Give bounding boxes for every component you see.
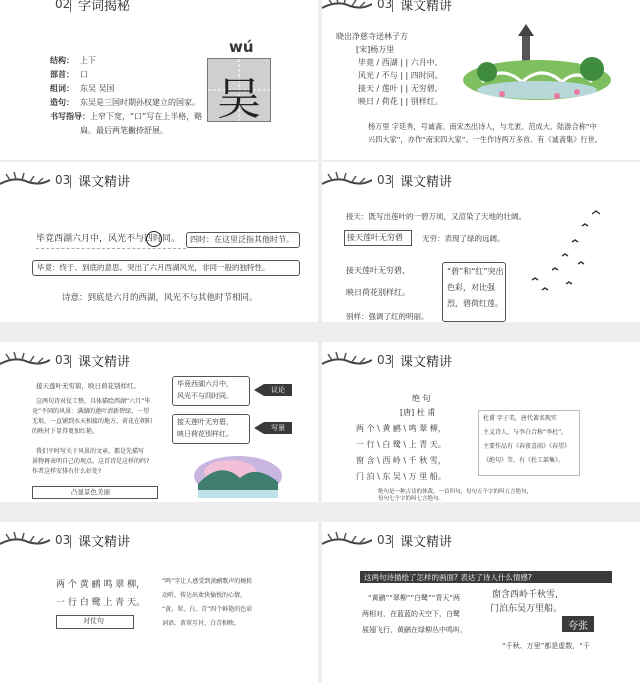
- verse-line: 毕竟西湖六月中，: [177, 380, 233, 388]
- question-text: 这两句诗描绘了怎样的画面? 表达了诗人什么情感?: [364, 573, 532, 582]
- divider: [392, 175, 393, 188]
- section-title: 课文精讲: [400, 355, 453, 370]
- genre-note: 每句七个字的叫七言绝句。: [378, 496, 445, 502]
- summary-box: [32, 486, 158, 499]
- tag-text: 写景: [271, 424, 285, 432]
- poem-line: 映日 / 荷花 | | 别样红。: [358, 97, 443, 106]
- tag-text: 议论: [271, 386, 285, 394]
- section-title: 课文精讲: [400, 535, 453, 550]
- divider: [70, 535, 71, 548]
- slide-structure-analysis[interactable]: [0, 342, 318, 502]
- poem-line: 接天莲叶无穷碧，映日荷花别样红。: [36, 382, 140, 390]
- tag-exaggeration: [562, 616, 594, 632]
- poem-line: 接天莲叶无穷碧，: [346, 266, 410, 275]
- para-line: 无垠，一直铺到水天相接的地方，荷花在朝阳: [32, 418, 153, 425]
- poem-line: 门 泊 \ 东 吴 \ 万 里 船。: [356, 472, 446, 481]
- tian-grid: [207, 58, 271, 125]
- tag-text: 夸张: [568, 621, 588, 632]
- section-number: 03: [55, 353, 71, 367]
- slide-header: [0, 522, 318, 562]
- slide-poem-intro[interactable]: [322, 0, 640, 160]
- poem-line: 映日荷花别样红。: [346, 288, 410, 297]
- section-title: 课文精讲: [78, 535, 131, 550]
- flying-birds-illustration: [522, 206, 602, 296]
- note-text: 烈，碧荷红莲。: [447, 299, 503, 308]
- divider: [70, 355, 71, 368]
- slide-header: [322, 342, 640, 382]
- note-text: 无穷：表现了绿的远阔。: [422, 234, 505, 243]
- note-text: “碧”和“红”突出: [447, 267, 504, 276]
- row-value: 东吴 吴国: [80, 84, 115, 93]
- pinyin: wú: [229, 38, 254, 56]
- summary-text: 凸显景色美丽: [71, 488, 110, 496]
- highlight-box: [344, 230, 412, 246]
- poem-line: 接天 / 莲叶 | | 无穷碧,: [358, 84, 438, 93]
- slide-header: [0, 162, 318, 202]
- row-label: 造句：: [50, 98, 74, 107]
- slide-couplet-analysis[interactable]: [0, 522, 318, 682]
- note-text: 毕竟：终于、到底的意思。突出了六月西湖风光，非同一般的独特性。: [37, 263, 270, 272]
- row-value: 口: [80, 70, 88, 79]
- slide-line2-analysis[interactable]: [322, 162, 640, 322]
- divider: [392, 0, 393, 12]
- pine-branch-icon: [322, 342, 372, 382]
- tag-text: 对仗句: [83, 617, 104, 625]
- meaning-text: 诗意：到底是六月的西湖，风光不与其他时节相同。: [62, 293, 258, 303]
- slide-header: [322, 0, 640, 26]
- underline: [36, 248, 186, 249]
- section-number: 02: [55, 0, 71, 11]
- note-text: 接天：既写出莲叶的一碧万顷，又渲染了天地的壮阔。: [346, 212, 526, 221]
- pine-branch-icon: [0, 162, 50, 202]
- tag-box: [56, 615, 134, 629]
- section-title: 课文精讲: [78, 175, 131, 190]
- tag-scenery: [264, 422, 292, 434]
- note-box: [442, 262, 506, 322]
- note-box: [32, 260, 300, 276]
- note-text: 别样：强调了红的明丽。: [346, 312, 429, 321]
- note-text: 色彩，对比强: [447, 283, 495, 292]
- author-bio-box: [478, 410, 580, 476]
- author-bio: 兴四大家”，亦作“南宋四大家”。一生作诗两万多首。有《诚斋集》行世。: [368, 135, 602, 144]
- answer-line: 两相对，在蓝蓝的天空下，白鹭: [362, 610, 460, 618]
- verse-line: 接天莲叶无穷碧，: [177, 418, 233, 426]
- slide-header: [0, 0, 318, 26]
- divider: [70, 0, 71, 12]
- poem-line: 风光 / 不与 | | 四时同。: [358, 71, 443, 80]
- poem-author: [宋]杨万里: [356, 45, 395, 54]
- section-number: 03: [377, 173, 393, 187]
- para-line: 的映衬下显得更加红艳。: [32, 428, 99, 435]
- pine-branch-icon: [0, 342, 50, 382]
- pine-branch-icon: [322, 0, 372, 26]
- slide-header: [322, 522, 640, 562]
- highlight-text: 接天莲叶无穷碧: [347, 233, 403, 242]
- poem-line: 毕竟 / 西湖 | | 六月中,: [358, 58, 438, 67]
- bio-line: 主要作品有《春夜喜雨》《春望》: [483, 443, 571, 450]
- big-char: 吴: [217, 74, 261, 125]
- divider: [70, 175, 71, 188]
- row-value: 上下: [80, 56, 96, 65]
- section-number: 03: [55, 173, 71, 187]
- slide-line1-analysis[interactable]: [0, 162, 318, 322]
- para-line: 我们平时写关于风景的文章，都是先描写: [36, 448, 145, 455]
- pine-branch-icon: [0, 522, 50, 562]
- verse-line: 门泊东吴万里船。: [490, 604, 563, 614]
- slide-jueju-intro[interactable]: [322, 342, 640, 502]
- row-value: 扁。最后两笔撇捺舒展。: [80, 126, 168, 135]
- note-text: 四时：在这里泛指其他时节。: [190, 235, 294, 244]
- slide-header: [322, 162, 640, 202]
- slide-imagery-question[interactable]: [322, 522, 640, 682]
- verse-box: [172, 376, 250, 406]
- slide-header: [0, 342, 318, 382]
- lake-landscape-illustration: [190, 452, 286, 502]
- poem-title: 晓出净慈寺送林子方: [336, 32, 408, 41]
- bio-line: 主义诗人，与李白合称“李杜”。: [483, 429, 568, 436]
- desc-line: “鸣”字让人感受到黄鹂歌声的婉转: [162, 578, 253, 585]
- pine-branch-icon: [322, 162, 372, 202]
- section-number: 03: [377, 353, 393, 367]
- row-label: 部首：: [50, 70, 74, 79]
- arrow-left-icon: [254, 422, 264, 434]
- para-line: 景物再表明自己的观点。这首诗是这样的吗?: [32, 458, 150, 465]
- divider: [392, 355, 393, 368]
- para-line: 这两句诗对仗工整，具体描绘西湖“六月”毕: [36, 398, 151, 405]
- poem-author: [唐] 杜 甫: [400, 408, 436, 417]
- verse-box: [172, 414, 250, 444]
- row-label: 组词：: [50, 84, 74, 93]
- west-lake-illustration: [462, 24, 612, 104]
- poem-line: 一 行 \ 白 鹭 \ 上 青 天。: [356, 440, 446, 449]
- poem-line: 一 行 白 鹭 上 青 天。: [56, 598, 146, 608]
- verse-line: 窗含西岭千秋雪,: [492, 590, 558, 600]
- poem-line: 两 个 黄 鹂 鸣 翠 柳，: [56, 580, 146, 590]
- tag-commentary: [264, 384, 292, 396]
- poem-title: 绝 句: [412, 394, 431, 403]
- verse-line: 风光不与四时同。: [177, 392, 233, 400]
- para-line: 竟“不同的风景：满湖的莲叶清新碧绿，一望: [32, 408, 150, 415]
- section-number: 03: [55, 533, 71, 547]
- divider: [392, 535, 393, 548]
- row-label: 结构：: [50, 56, 74, 65]
- section-number: 03: [377, 533, 393, 547]
- row-label: 书写指导：: [50, 112, 90, 121]
- highlight-circle: [145, 230, 163, 248]
- desc-line: “黄、翠、白、青”四个鲜艳的色彩: [162, 606, 253, 613]
- poem-line: 两 个 \ 黄 鹂 \ 鸣 翠 柳，: [356, 424, 446, 433]
- pine-branch-icon: [322, 522, 372, 562]
- arrow-left-icon: [254, 384, 264, 396]
- section-title: 课文精讲: [78, 355, 131, 370]
- poem-line: 窗 含 \ 西 岭 \ 千 秋 雪，: [356, 456, 446, 465]
- answer-line: “黄鹂”“翠柳”“白鹭”“青天”两: [368, 594, 461, 602]
- row-value: 东吴是三国时期孙权建立的国家。: [80, 98, 200, 107]
- para-line: 作者这样安排有什么好处?: [32, 468, 102, 475]
- bio-line: 杜甫 字子美，唐代著名现实: [483, 415, 557, 422]
- author-bio: 杨万里 字廷秀，号诚斋。南宋杰出诗人，与尤袤、范成大、陆游合称“中: [368, 122, 597, 131]
- section-title: 课文精讲: [400, 175, 453, 190]
- desc-line: 动听，传达出欢快愉悦的心情。: [162, 592, 247, 599]
- verse-line: 映日荷花别样红。: [177, 430, 233, 438]
- poem-line: 毕竟西湖六月中，风光不与四时同。: [36, 234, 181, 244]
- bio-line: 《绝句》等，有《杜工部集》。: [483, 457, 565, 464]
- note-box: [186, 232, 300, 248]
- slide-char-analysis[interactable]: [0, 0, 318, 160]
- question-banner: [360, 571, 612, 583]
- row-value: 上窄下宽，“口”写在上半格，略: [90, 112, 203, 121]
- answer-line: “千秋、万里”都是虚数，“千: [502, 642, 590, 650]
- section-title: 字词揭秘: [78, 0, 131, 14]
- section-number: 03: [377, 0, 393, 11]
- genre-note: 绝句是一种古诗的体裁，一首四句，每句五个字的叫五言绝句，: [378, 489, 533, 495]
- desc-line: 词语，黄翠互衬，白青相映。: [162, 620, 241, 627]
- answer-line: 展翅飞行，黄鹂在绿柳丛中鸣叫，: [362, 626, 467, 634]
- section-title: 课文精讲: [400, 0, 453, 14]
